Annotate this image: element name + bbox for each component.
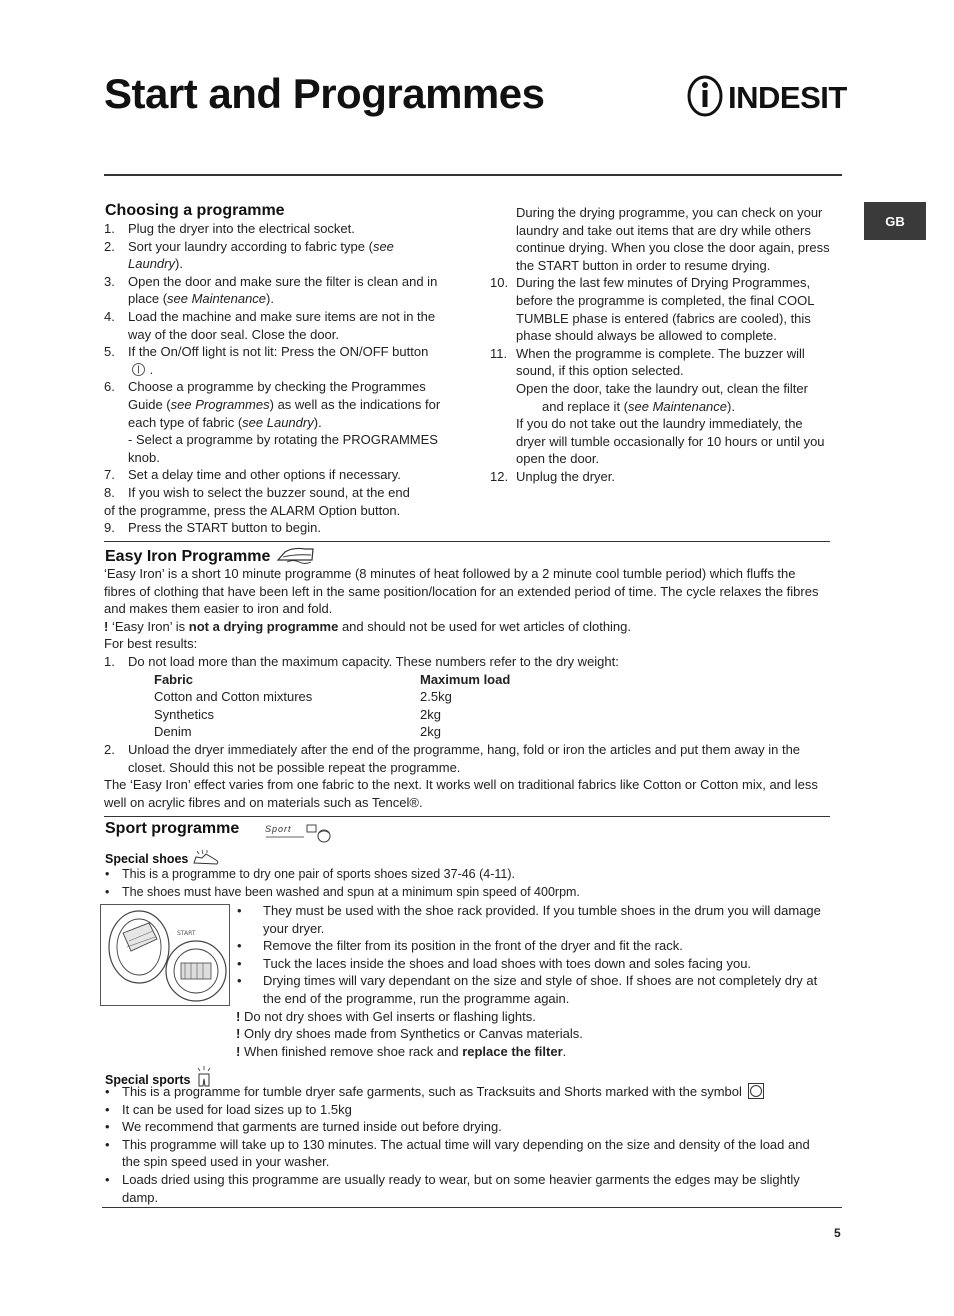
special-sports-bullets <box>104 1083 830 1206</box>
list-item: • This programme will take up to 130 minutes. The actual time will vary depending on the size and density of the load and the spin speed used in your washer. <box>105 1136 810 1170</box>
list-item: 10. During the last few minutes of Drying Programmes, before the programme is completed, the final COOL TUMBLE phase is entered (fabrics are cooled), this phase should always be allowed to complete. <box>490 275 814 344</box>
sport-symbol-icon <box>264 822 336 844</box>
table-row <box>154 723 510 741</box>
list-item: 11. When the programme is complete. The buzzer will sound, if this option selected. <box>490 345 805 379</box>
choosing-steps-right <box>490 204 830 486</box>
list-item: • We recommend that garments are turned inside out before drying. <box>105 1119 502 1135</box>
shoe-icon <box>192 849 220 867</box>
list-item: 7. Set a delay time and other options if necessary. <box>104 467 401 483</box>
list-item: • Tuck the laces inside the shoes and load shoes with toes down and soles facing you. <box>237 955 752 971</box>
list-item: 3. Open the door and make sure the filter is clean and in place (see Maintenance). <box>104 273 438 307</box>
special-shoes-side <box>236 902 830 1060</box>
table-row <box>154 706 510 724</box>
list-item: 6. Choose a programme by checking the Programmes Guide (see Programmes) as well as the indications for each type of fabric (see Laundry). - Select a programme by rotating the PROGRAMMES knob. <box>104 379 441 465</box>
list-item: 4. Load the machine and make sure items are not in the way of the door seal. Close the door. <box>104 308 436 342</box>
step11-replace-filter: and replace it (see Maintenance). <box>542 398 735 414</box>
section-heading-sport: Sport programme <box>105 820 240 837</box>
table-cell: 2.5kg <box>420 689 452 705</box>
table-cell: 2kg <box>420 724 441 740</box>
shoes-warning: ! When finished remove shoe rack and replace the filter. <box>236 1043 567 1059</box>
list-item: 2. Sort your laundry according to fabric type (see Laundry). <box>104 238 394 272</box>
svg-text:START: START <box>177 930 196 937</box>
special-shoes-top-bullets <box>104 866 830 901</box>
table-cell: Cotton and Cotton mixtures <box>154 689 313 705</box>
easy-iron-intro: ‘Easy Iron’ is a short 10 minute programme (8 minutes of heat followed by a 2 minute cool tumble period) which fluffs the fibres of clothing that have been left in the same position/location for an extended period of time. The cycle relaxes the fibres and makes them easier to iron and fold. <box>104 566 819 617</box>
shoes-warning: ! Do not dry shoes with Gel inserts or flashing lights. <box>236 1008 536 1024</box>
page-title: Start and Programmes <box>104 70 545 117</box>
table-cell: Denim <box>154 724 192 740</box>
list-item-continuation: of the programme, press the ALARM Option button. <box>104 502 401 518</box>
max-load-table <box>154 671 510 741</box>
section-heading-choosing: Choosing a programme <box>105 202 285 219</box>
list-item: • This is a programme for tumble dryer safe garments, such as Tracksuits and Shorts marked with the symbol <box>104 1083 830 1101</box>
easy-iron-body <box>104 565 830 811</box>
step11-tumble-note: If you do not take out the laundry immediately, the dryer will tumble occasionally for 10 hours or until you open the door. <box>516 416 825 467</box>
list-item: • Loads dried using this programme are usually ready to wear, but on some heavier garments the edges may be slightly damp. <box>105 1171 800 1205</box>
shoe-rack-illustration <box>100 904 230 1006</box>
header-rule <box>104 174 842 176</box>
section-divider <box>104 816 830 817</box>
shoes-warning: ! Only dry shoes made from Synthetics or Canvas materials. <box>236 1026 583 1042</box>
list-item: • They must be used with the shoe rack provided. If you tumble shoes in the drum you will damage your dryer. <box>237 903 821 936</box>
list-item: 1. Do not load more than the maximum capacity. These numbers refer to the dry weight: <box>104 653 619 669</box>
step11-open-door: Open the door, take the laundry out, clean the filter <box>516 380 808 396</box>
easy-iron-best: For best results: <box>104 636 198 652</box>
list-item: 2. Unload the dryer immediately after the end of the programme, hang, fold or iron the articles and put them away in the closet. Should this not be possible repeat the programme. <box>104 741 801 775</box>
sport-icon <box>264 822 336 844</box>
section-divider <box>104 541 830 542</box>
tumble-dry-symbol-icon <box>748 1083 764 1099</box>
list-item: • Remove the filter from its position in the front of the dryer and fit the rack. <box>237 938 683 954</box>
table-cell: 2kg <box>420 706 441 722</box>
table-header: Fabric <box>154 671 194 687</box>
page-number: 5 <box>834 1226 841 1240</box>
easy-iron-warning: ! ‘Easy Iron’ is not a drying programme and should not be used for wet articles of clothing. <box>104 618 632 634</box>
language-tab: GB <box>864 202 926 240</box>
list-item: 1. Plug the dryer into the electrical socket. <box>104 221 355 236</box>
easy-iron-outro: The ‘Easy Iron’ effect varies from one fabric to the next. It works well on traditional fabrics like Cotton or Cotton mix, and less well on acrylic fibres and on materials such as Tencel®. <box>104 777 818 810</box>
list-item: • It can be used for load sizes up to 1.5kg <box>105 1101 352 1117</box>
table-header-row <box>154 671 510 689</box>
table-header: Maximum load <box>420 671 511 687</box>
table-row <box>154 688 510 706</box>
footer-rule <box>102 1207 842 1208</box>
brand-wordmark: INDESIT <box>728 80 847 115</box>
list-item: • Drying times will vary dependant on the size and style of shoe. If shoes are not completely dry at the end of the programme, run the programme again. <box>237 973 818 1006</box>
list-item: • This is a programme to dry one pair of sports shoes sized 37-46 (4-11). <box>105 867 515 881</box>
special-sports-heading: Special sports <box>105 1066 214 1088</box>
section-heading-easy-iron: Easy Iron Programme <box>105 545 317 566</box>
list-item: 12. Unplug the dryer. <box>490 468 616 484</box>
table-cell: Synthetics <box>154 706 214 722</box>
list-item: 5. If the On/Off light is not lit: Press the ON/OFF button . <box>104 344 429 377</box>
step9-continuation: During the drying programme, you can check on your laundry and take out items that are dry while others continue drying. When you close the door again, press the START button in order to resume drying. <box>516 205 830 273</box>
indesit-logo <box>686 74 846 118</box>
choosing-steps-left <box>104 220 446 537</box>
power-icon <box>131 362 146 377</box>
sport-icon-label: Sport <box>265 824 292 834</box>
list-item: • The shoes must have been washed and spun at a minimum spin speed of 400rpm. <box>105 884 580 899</box>
special-shoes-heading: Special shoes <box>105 849 220 867</box>
list-item: 9. Press the START button to begin. <box>104 520 321 536</box>
easy-iron-icon <box>275 545 317 565</box>
list-item: 8. If you wish to select the buzzer sound, at the end <box>104 484 410 500</box>
dryer-door-icon <box>101 905 229 1005</box>
